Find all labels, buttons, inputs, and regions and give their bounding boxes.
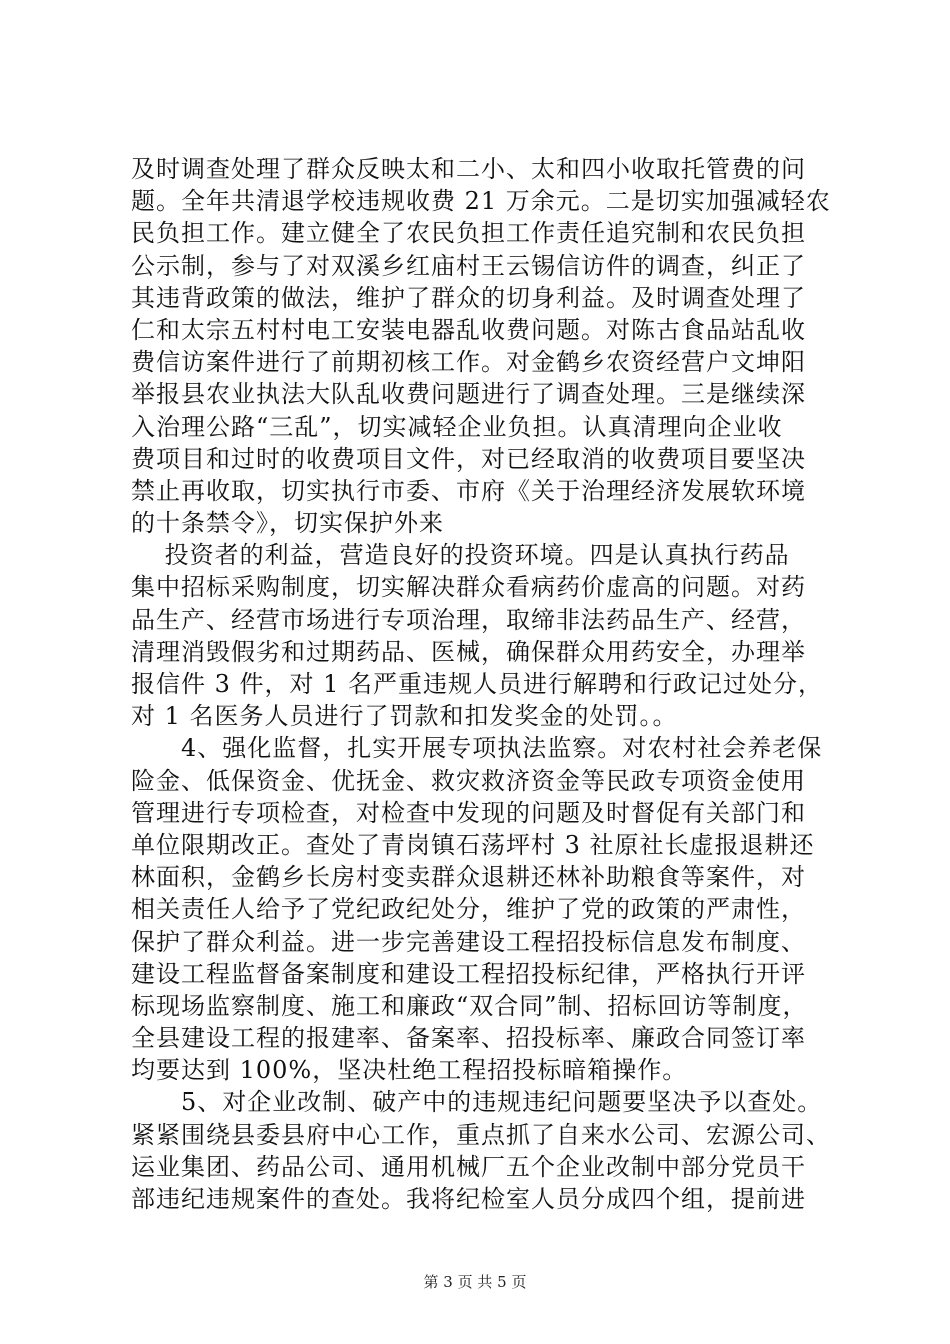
text-line: 紧紧围绕县委县府中心工作，重点抓了自来水公司、宏源公司、 (131, 1120, 831, 1149)
body-text (131, 153, 831, 1215)
text-line: 及时调查处理了群众反映太和二小、太和四小收取托管费的问 (131, 155, 806, 183)
text-line: 保护了群众利益。进一步完善建设工程招投标信息发布制度、 (131, 927, 806, 956)
text-line: 公示制，参与了对双溪乡红庙村王云锡信访件的调查，纠正了 (131, 251, 806, 280)
text-line: 集中招标采购制度，切实解决群众看病药价虚高的问题。对药 (131, 573, 806, 602)
text-line: 举报县农业执法大队乱收费问题进行了调查处理。三是继续深 (131, 380, 806, 409)
text-line: 4、强化监督，扎实开展专项执法监察。对农村社会养老保 (131, 734, 823, 763)
text-line: 相关责任人给予了党纪政纪处分，维护了党的政策的严肃性， (131, 895, 806, 924)
page-number-footer: 第 3 页 共 5 页 (423, 1273, 527, 1291)
text-line: 报信件 3 件，对 1 名严重违规人员进行解聘和行政记过处分， (131, 670, 824, 698)
text-line: 建设工程监督备案制度和建设工程招投标纪律，严格执行开评 (131, 959, 806, 988)
text-line: 险金、低保资金、优抚金、救灾救济资金等民政专项资金使用 (131, 766, 806, 795)
text-line: 品生产、经营市场进行专项治理，取缔非法药品生产、经营， (131, 605, 806, 634)
text-line: 林面积，金鹤乡长房村变卖群众退耕还林补助粮食等案件，对 (131, 863, 806, 892)
text-line: 仁和太宗五村村电工安装电器乱收费问题。对陈古食品站乱收 (131, 315, 806, 344)
text-line: 的十条禁令》，切实保护外来 (131, 509, 444, 538)
text-line: 部违纪违规案件的查处。我将纪检室人员分成四个组，提前进 (131, 1185, 806, 1213)
text-line: 其违背政策的做法，维护了群众的切身利益。及时调查处理了 (131, 283, 806, 312)
text-line: 5、对企业改制、破产中的违规违纪问题要坚决予以查处。 (131, 1088, 823, 1117)
text-line: 入治理公路“三乱”，切实减轻企业负担。认真清理向企业收 (131, 412, 783, 441)
text-line: 费项目和过时的收费项目文件，对已经取消的收费项目要坚决 (131, 444, 806, 473)
text-line: 投资者的利益，营造良好的投资环境。四是认真执行药品 (131, 541, 790, 570)
text-line: 运业集团、药品公司、通用机械厂五个企业改制中部分党员干 (131, 1152, 806, 1181)
text-line: 题。全年共清退学校违规收费 21 万余元。二是切实加强减轻农 (131, 187, 831, 216)
text-line: 禁止再收取，切实执行市委、市府《关于治理经济发展软环境 (131, 476, 806, 505)
text-line: 费信访案件进行了前期初核工作。对金鹤乡农资经营户文坤阳 (131, 348, 806, 377)
text-line: 全县建设工程的报建率、备案率、招投标率、廉政合同签订率 (131, 1024, 806, 1053)
text-line: 单位限期改正。查处了青岗镇石荡坪村 3 社原社长虚报退耕还 (131, 830, 815, 859)
text-line: 均要达到 100%，坚决杜绝工程招投标暗箱操作。 (131, 1056, 688, 1085)
text-line: 管理进行专项检查，对检查中发现的问题及时督促有关部门和 (131, 798, 806, 827)
text-line: 清理消毁假劣和过期药品、医械，确保群众用药安全，办理举 (131, 637, 806, 666)
text-line: 民负担工作。建立健全了农民负担工作责任追究制和农民负担 (131, 219, 806, 248)
text-line: 对 1 名医务人员进行了罚款和扣发奖金的处罚。。 (131, 702, 678, 731)
text-line: 标现场监察制度、施工和廉政“双合同”制、招标回访等制度， (131, 991, 808, 1020)
